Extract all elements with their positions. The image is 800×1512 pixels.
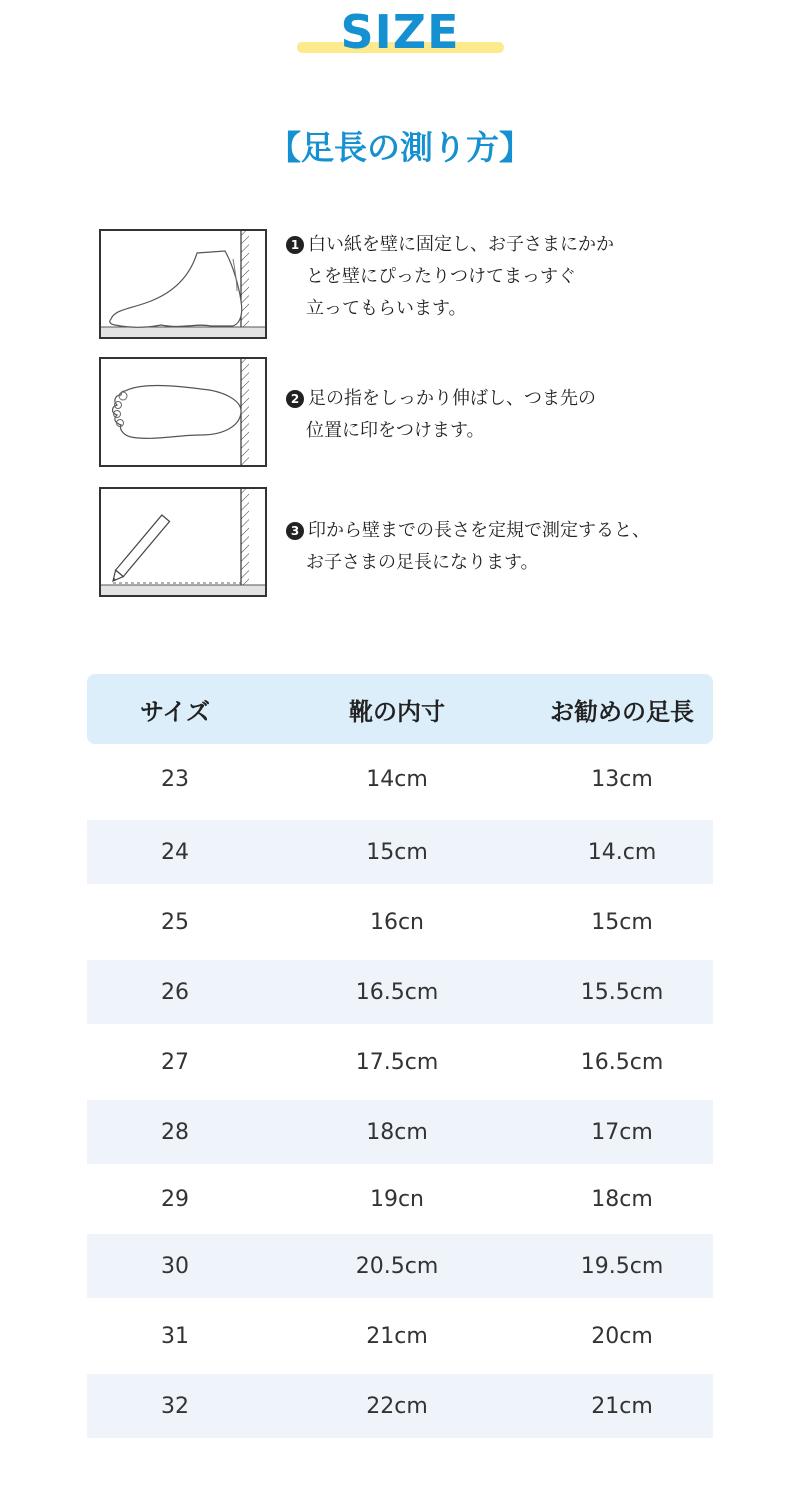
step-number-badge: 1 [286,236,304,254]
table-row: 31 21cm 20cm [161,1323,653,1349]
table-row: 32 22cm 21cm [87,1374,713,1438]
measure-title: 【足長の測り方】 [268,128,532,167]
table-row: 25 16cn 15cm [161,909,653,935]
size-table [87,674,713,1438]
table-row: 23 14cm 13cm [161,766,653,792]
step-1-text: 1 白い紙を壁に固定し、お子さまにかか とを壁にぴったりつけてまっすぐ 立ってもらいます。 [286,229,614,325]
step-1 [99,229,699,339]
foot-top-view-icon [99,357,267,467]
foot-side-view-icon [99,229,267,339]
step-number-badge: 2 [286,390,304,408]
size-title: SIZE [340,5,460,59]
step-3-text: 3 印から壁までの長さを定規で測定すると、 お子さまの足長になります。 [286,515,650,579]
step-2-text: 2 足の指をしっかり伸ばし、つま先の 位置に印をつけます。 [286,383,596,447]
table-header [87,674,713,744]
table-row: 27 17.5cm 16.5cm [161,1049,664,1075]
table-row: 24 15cm 14.cm [87,820,713,884]
table-row: 30 20.5cm 19.5cm [87,1234,713,1298]
size-heading [0,0,800,70]
table-row: 26 16.5cm 15.5cm [87,960,713,1024]
table-row: 29 19cn 18cm [161,1186,653,1212]
step-2 [99,357,699,467]
pencil-measure-icon [99,487,267,597]
header-size: サイズ [139,697,211,726]
step-3 [99,487,699,597]
table-row: 28 18cm 17cm [87,1100,713,1164]
step-number-badge: 3 [286,522,304,540]
header-inner-length: 靴の内寸 [349,697,445,726]
header-recommended-foot-length: お勧めの足長 [550,697,694,726]
